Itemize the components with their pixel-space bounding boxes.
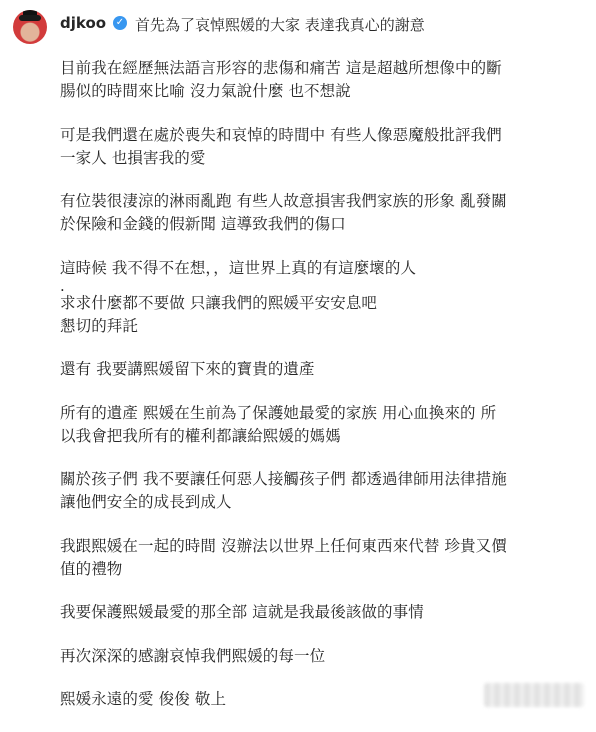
caption-paragraph: 這時候 我不得不在想，，這世界上真的有這麼壞的人 (60, 258, 417, 277)
caption-first-line: 首先為了哀悼熙媛的大家 表達我真心的謝意 (135, 16, 425, 34)
post-header (13, 8, 586, 48)
caption-body (60, 57, 586, 732)
caption-paragraph: 我要保護熙媛最愛的那全部 這就是我最後該做的事情 (60, 603, 424, 621)
caption-paragraph: 還有 我要講熙媛留下來的寶貴的遺產 (60, 360, 315, 378)
caption-paragraph: 有位裝很淒涼的淋雨亂跑 有些人故意損害我們家族的形象 亂發關 於保險和金錢的假新聞 這導致我們的傷口 (60, 192, 507, 233)
caption-paragraph: 我跟熙媛在一起的時間 沒辦法以世界上任何東西來代替 珍貴又價 值的禮物 (60, 536, 507, 578)
blurred-watermark (484, 683, 584, 707)
caption-paragraph: 關於孩子們 我不要讓任何惡人接觸孩子們 都透過律師用法律措施 讓他們安全的成長到成人 (60, 470, 507, 511)
caption-paragraph: 熙媛永遠的愛 俊俊 敬上 (60, 690, 227, 708)
verified-badge-icon: ✓ (113, 16, 127, 30)
hat-brim-shape (19, 15, 41, 21)
caption-paragraph: 可是我們還在處於喪失和哀悼的時間中 有些人像惡魔般批評我們 一家人 也損害我的愛 (60, 125, 502, 167)
caption-paragraph: 再次深深的感謝哀悼我們熙媛的每一位 (60, 646, 326, 665)
caption-paragraph: 目前我在經歷無法語言形容的悲傷和痛苦 這是超越所想像中的斷 腸似的時間來比喻 沒力氣說什麼 也不想說 (60, 59, 502, 100)
caption-dot: . (60, 276, 65, 295)
username-link[interactable]: djkoo (60, 14, 107, 32)
avatar[interactable] (13, 10, 47, 44)
caption-paragraph: 所有的遺產 熙媛在生前為了保護她最愛的家族 用心血換來的 所 以我會把我所有的權利都讓給熙媛的媽媽 (60, 403, 497, 445)
caption-paragraph: 求求什麼都不要做 只讓我們的熙媛平安安息吧 懇切的拜託 (60, 293, 378, 335)
